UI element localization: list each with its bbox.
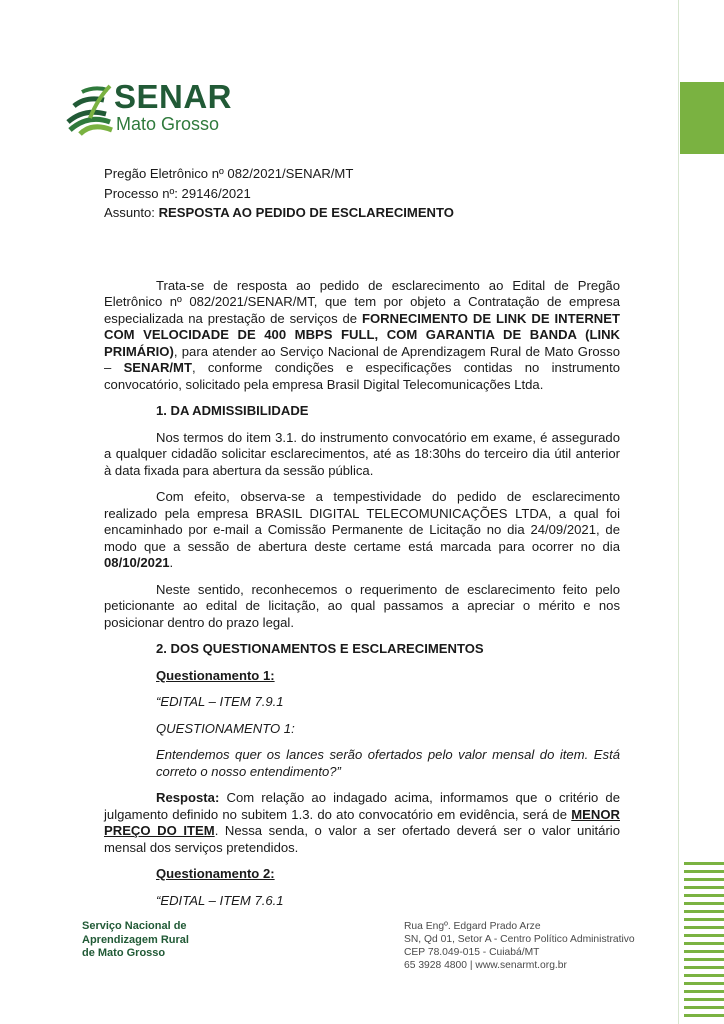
section1-p1: Nos termos do item 3.1. do instrumento convocatório em exame, é assegurado a qualquer cidadão solicitar esclarecimentos, até as 18:30hs do terceiro dia útil anterior à data fixada para abertura da sessão pública. xyxy=(104,429,620,478)
subject-value: RESPOSTA AO PEDIDO DE ESCLARECIMENTO xyxy=(158,205,454,220)
page-edge-line xyxy=(678,0,679,1024)
intro-paragraph: Trata-se de resposta ao pedido de esclarecimento ao Edital de Pregão Eletrônico nº 082/2021/SENAR/MT, que tem por objeto a Contratação de empresa especializada na prestação de serviços de FORNECIMENTO DE LINK DE INTERNET COM VELOCIDADE DE 400 MBPS FULL, COM GARANTIA DE BANDA (LINK PRIMÁRIO), para atender ao Serviço Nacional de Aprendizagem Rural de Mato Grosso – SENAR/MT, conforme condições e especificações contidas no instrumento convocatório, solicitado pela empresa Brasil Digital Telecomunicações Ltda. xyxy=(104,277,620,392)
section1-p2: Com efeito, observa-se a tempestividade do pedido de esclarecimento realizado pela empresa BRASIL DIGITAL TELECOMUNICAÇÕES LTDA, a qual foi encaminhado por e-mail a Comissão Permanente de Licitação no dia 24/09/2021, de modo que a sessão de abertura deste certame está marcada para ocorrer no dia 08/10/2021. xyxy=(104,489,620,570)
section1-p3: Neste sentido, reconhecemos o requerimento de esclarecimento feito pelo peticionante ao edital de licitação, ao qual passamos a apreciar o mérito e nos posicionar dentro do prazo legal. xyxy=(104,581,620,630)
q2-ref: “EDITAL – ITEM 7.6.1 xyxy=(156,892,284,908)
document-header xyxy=(104,166,620,222)
answer1: Resposta: Com relação ao indagado acima, informamos que o critério de julgamento definido no subitem 1.3. do ato convocatório em evidência, será de MENOR PREÇO DO ITEM. Nessa senda, o valor a ser ofertado deverá ser o valor unitário mensal dos serviços pretendidos. xyxy=(104,790,620,855)
q2-heading: Questionamento 2: xyxy=(156,866,275,881)
section1-title: 1. DA ADMISSIBILIDADE xyxy=(156,403,309,418)
logo-wordmark: SENAR xyxy=(114,78,233,115)
footer-address: Rua Engº. Edgard Prado Arze SN, Qd 01, Setor A - Centro Político Administrativo CEP 78.049-015 - Cuiabá/MT 65 3928 4800 | www.senarmt.org.br xyxy=(404,921,635,971)
header-pregao: Pregão Eletrônico nº 082/2021/SENAR/MT xyxy=(104,166,354,181)
footer-stripes xyxy=(684,862,724,1022)
logo-region: Mato Grosso xyxy=(116,114,220,134)
document-body xyxy=(104,166,620,919)
header-processo: Processo nº: 29146/2021 xyxy=(104,185,251,201)
section2-title: 2. DOS QUESTIONAMENTOS E ESCLARECIMENTOS xyxy=(156,641,484,656)
q1-text: Entendemos quer os lances serão ofertados pelo valor mensal do item. Está correto o nosso entendimento?” xyxy=(156,747,620,779)
corner-accent-block xyxy=(680,82,724,154)
q1-label: QUESTIONAMENTO 1: xyxy=(156,720,295,736)
q1-ref: “EDITAL – ITEM 7.9.1 xyxy=(156,694,284,709)
header-assunto: Assunto: RESPOSTA AO PEDIDO DE ESCLARECIMENTO xyxy=(104,205,454,220)
footer-institution: Serviço Nacional de Aprendizagem Rural de Mato Grosso xyxy=(82,920,189,959)
q1-heading: Questionamento 1: xyxy=(156,667,275,683)
